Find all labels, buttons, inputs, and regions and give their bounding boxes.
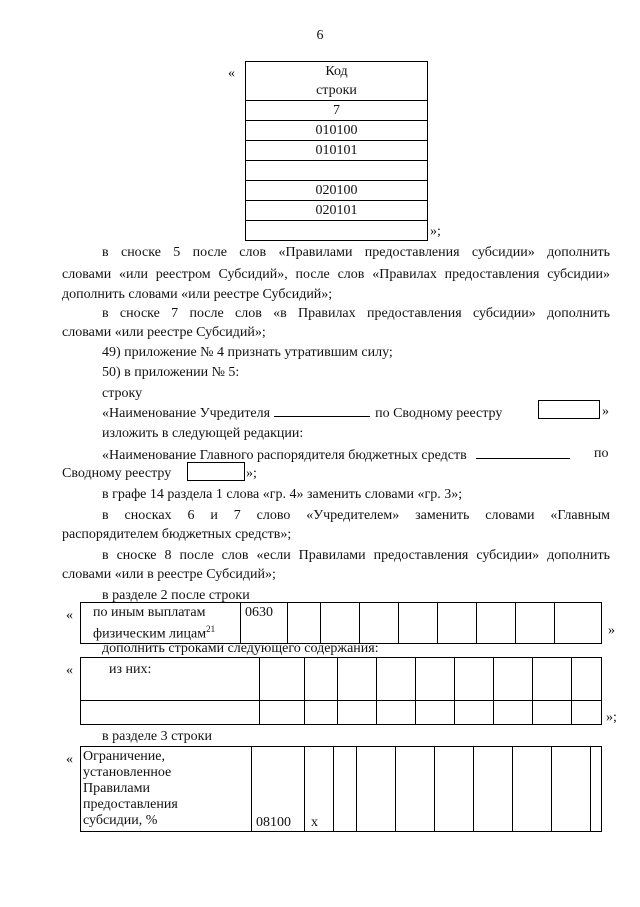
empty-cell <box>591 747 602 832</box>
open-quote: « <box>66 608 73 623</box>
empty-cell <box>305 700 338 724</box>
code-table-cell <box>246 161 428 181</box>
registry-label: по Сводному реестру <box>375 406 503 421</box>
empty-cell <box>321 603 360 644</box>
empty-cell <box>416 658 455 701</box>
blank-box <box>187 462 245 481</box>
empty-cell <box>338 700 377 724</box>
code-table-cell: 010101 <box>246 141 428 161</box>
code-table-open-quote: « <box>228 66 235 81</box>
empty-cell <box>338 658 377 701</box>
blank-underline <box>476 444 570 459</box>
empty-cell <box>572 700 602 724</box>
paragraph-line: в разделе 2 после строки <box>102 588 250 603</box>
code-table <box>245 61 428 241</box>
empty-cell <box>533 658 572 701</box>
empty-cell <box>81 700 260 724</box>
manager-name-label: «Наименование Главного распорядителя бюджетных средств <box>102 448 467 463</box>
close-quote: »; <box>246 466 257 481</box>
empty-cell <box>377 658 416 701</box>
code-table-close-quote: »; <box>430 224 441 239</box>
paragraph-line: распорядителем бюджетных средств»; <box>62 527 292 542</box>
row-code-cell: 08100 <box>252 747 305 832</box>
empty-cell <box>516 603 555 644</box>
paragraph-line: дополнить словами «или реестре Субсидий»; <box>62 287 333 302</box>
code-table-cell: 010100 <box>246 121 428 141</box>
paragraph-line: 50) в приложении № 5: <box>102 365 240 380</box>
close-quote: » <box>608 623 615 638</box>
code-table-header: Код строки <box>246 62 428 101</box>
empty-cell <box>435 747 474 832</box>
empty-cell <box>288 603 321 644</box>
added-rows-table <box>80 657 602 725</box>
empty-cell <box>552 747 591 832</box>
close-quote: »; <box>606 710 617 725</box>
empty-cell <box>474 747 513 832</box>
open-quote: « <box>66 663 73 678</box>
paragraph-line: словами «или реестром Субсидий», после слов «Правилах предоставления субсидии» <box>62 267 610 282</box>
empty-cell <box>260 658 305 701</box>
paragraph-line <box>102 402 502 424</box>
empty-cell <box>360 603 399 644</box>
empty-cell <box>555 603 602 644</box>
paragraph-line: дополнить строками следующего содержания: <box>102 641 379 656</box>
page-number: 6 <box>316 28 324 43</box>
paragraph-line: в сноске 7 после слов «в Правилах предоставления субсидии» дополнить <box>102 306 610 321</box>
empty-cell <box>477 603 516 644</box>
paragraph-line: в графе 14 раздела 1 слова «гр. 4» заменить словами «гр. 3»; <box>102 487 463 502</box>
code-table-cell <box>246 221 428 241</box>
row-mark-cell: x <box>305 747 334 832</box>
paragraph-line: 49) приложение № 4 признать утратившим силу; <box>102 345 393 360</box>
paragraph-word: по <box>594 446 609 461</box>
code-table-cell: 7 <box>246 101 428 121</box>
empty-cell <box>494 700 533 724</box>
empty-cell <box>455 700 494 724</box>
code-table-cell: 020101 <box>246 201 428 221</box>
paragraph-line: изложить в следующей редакции: <box>102 426 304 441</box>
paragraph-line: в разделе 3 строки <box>102 729 212 744</box>
paragraph-line: словами «или реестре Субсидий»; <box>62 325 266 340</box>
empty-cell <box>377 700 416 724</box>
empty-cell <box>396 747 435 832</box>
empty-cell <box>438 603 477 644</box>
paragraph-line <box>102 444 570 466</box>
code-table-cell: 020100 <box>246 181 428 201</box>
empty-cell <box>572 658 602 701</box>
empty-cell <box>357 747 396 832</box>
row-code-cell: 0630 <box>241 603 288 644</box>
blank-underline <box>274 402 370 417</box>
paragraph-line: словами «или в реестре Субсидий»; <box>62 567 276 582</box>
blank-box <box>538 400 600 419</box>
empty-cell <box>416 700 455 724</box>
close-quote: » <box>602 404 609 419</box>
empty-cell <box>305 658 338 701</box>
paragraph-line: строку <box>102 386 143 401</box>
paragraph-line: Сводному реестру <box>62 466 172 481</box>
empty-cell <box>334 747 357 832</box>
empty-cell <box>494 658 533 701</box>
paragraph-line: в сноске 5 после слов «Правилами предоставления субсидии» дополнить <box>102 245 610 260</box>
open-quote: « <box>66 752 73 767</box>
row-label: физическим лицам <box>93 626 207 642</box>
row-label: по иным выплатам <box>93 605 206 620</box>
empty-cell <box>260 700 305 724</box>
empty-cell <box>513 747 552 832</box>
row-label-cell: из них: <box>81 658 260 701</box>
footnote-ref: 21 <box>206 624 216 634</box>
section2-row-table <box>80 602 602 644</box>
paragraph-line: в сноске 8 после слов «если Правилами предоставления субсидии» дополнить <box>102 548 610 563</box>
row-label-cell: Ограничение, установленное Правилами предоставления субсидии, % <box>81 747 252 832</box>
empty-cell <box>399 603 438 644</box>
empty-cell <box>533 700 572 724</box>
founder-name-label: «Наименование Учредителя <box>102 406 271 421</box>
row-label-cell <box>81 603 241 644</box>
section3-row-table <box>80 746 602 832</box>
empty-cell <box>455 658 494 701</box>
paragraph-line: в сносках 6 и 7 слово «Учредителем» заменить словами «Главным <box>102 508 610 523</box>
